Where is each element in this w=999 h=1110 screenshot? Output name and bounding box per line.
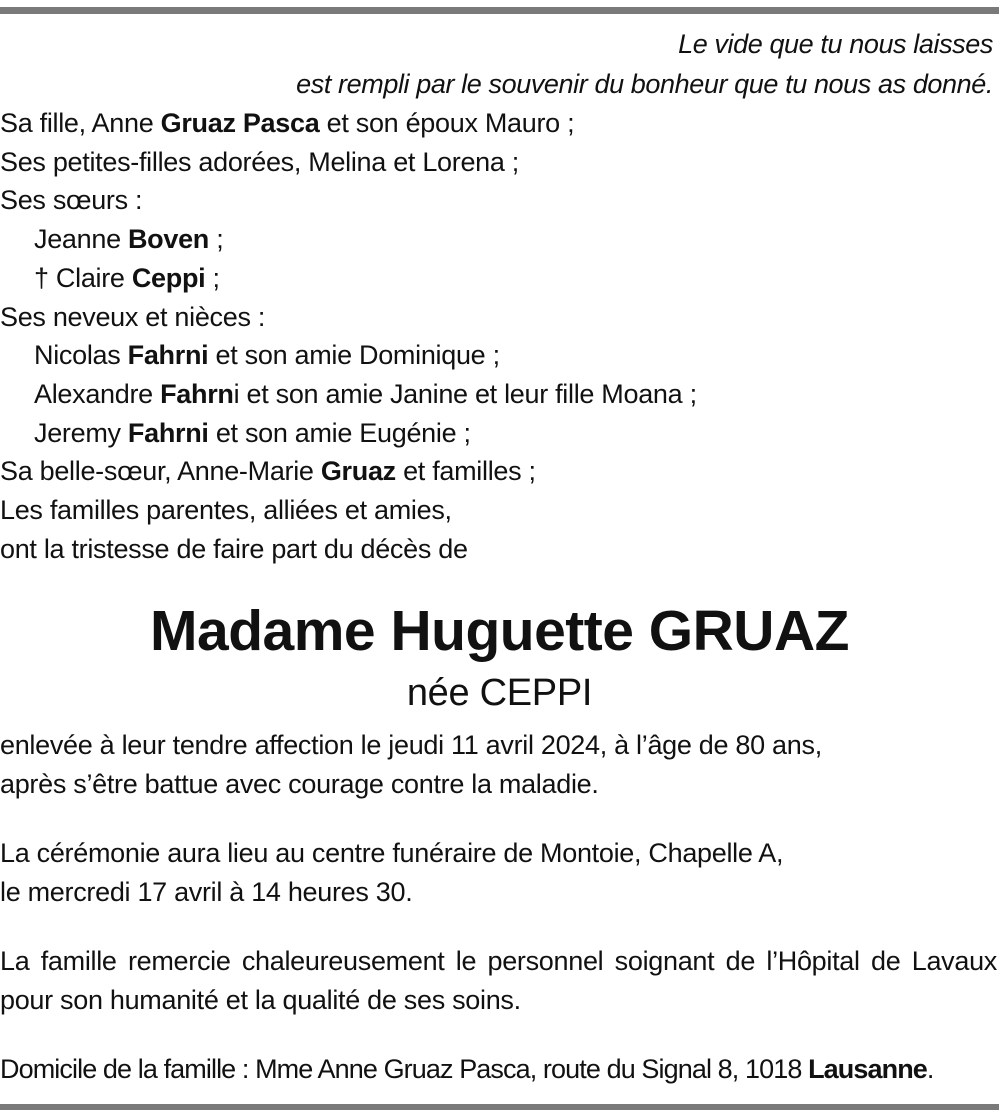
family-nephew-2 [0, 375, 999, 414]
family-sister-in-law-rest: et familles ; [395, 456, 536, 487]
family-nephews-label: Ses neveux et nièces : [0, 301, 266, 332]
obituary-notice [0, 24, 999, 1089]
family-nephew-3-rest: et son amie Eugénie ; [208, 417, 471, 448]
family-nephew-1-surname: Fahrni [127, 340, 209, 371]
family-daughter-rest: et son époux Mauro ; [319, 108, 575, 138]
family-sister-in-law [0, 452, 999, 491]
passing-details [0, 726, 999, 804]
family-daughter-text: Sa fille, Anne [0, 108, 161, 138]
family-sister-1 [0, 220, 999, 259]
thanks-paragraph: La famille remercie chaleureusement le personnel soignant de l’Hôpital de Lavaux pour son humanité et la qualité de ses soins. [0, 946, 997, 1016]
family-nephew-2-rest: i et son amie Janine et leur fille Moana ; [233, 378, 697, 409]
family-sister-in-law-text: Sa belle-sœur, Anne-Marie [0, 456, 321, 487]
deceased-name: Madame Huguette GRUAZ [150, 599, 849, 664]
family-list [0, 104, 999, 568]
ceremony-details [0, 834, 999, 912]
family-domicile-city: Lausanne [808, 1054, 927, 1085]
family-nephew-3 [0, 414, 999, 453]
epigraph [0, 24, 999, 104]
family-nephew-2-surname: Fahrn [160, 378, 234, 409]
family-relatives: Les familles parentes, alliées et amies, [0, 495, 452, 526]
family-nephew-3-surname: Fahrni [127, 417, 209, 448]
family-nephew-3-text: Jeremy [34, 417, 128, 448]
deceased-maiden-name: née CEPPI [406, 672, 593, 715]
family-sister-1-surname: Boven [127, 224, 210, 255]
family-granddaughters: Ses petites-filles adorées, Melina et Lorena ; [0, 146, 519, 177]
passing-line-2: après s’être battue avec courage contre la maladie. [0, 769, 599, 800]
family-domicile-text: Domicile de la famille : Mme Anne Gruaz Pasca, route du Signal 8, 1018 [0, 1054, 809, 1085]
bottom-rule [0, 1104, 999, 1110]
family-sister-1-rest: ; [209, 224, 224, 255]
family-sister-2-rest: ; [205, 262, 220, 293]
top-rule [0, 7, 999, 14]
family-sister-in-law-surname: Gruaz [320, 456, 396, 487]
family-announcement: ont la tristesse de faire part du décès de [0, 533, 468, 564]
family-nephew-1 [0, 336, 999, 375]
family-domicile [0, 1050, 999, 1089]
family-sister-1-text: Jeanne [34, 224, 128, 255]
family-sisters-label: Ses sœurs : [0, 185, 143, 216]
passing-line-1: enlevée à leur tendre affection le jeudi 11 avril 2024, à l’âge de 80 ans, [0, 730, 822, 761]
epigraph-line-2: est rempli par le souvenir du bonheur que tu nous as donné. [296, 69, 993, 99]
family-nephew-1-text: Nicolas [34, 340, 128, 371]
family-daughter [0, 104, 999, 143]
family-daughter-surname: Gruaz Pasca [160, 108, 320, 138]
family-domicile-end: . [926, 1054, 934, 1085]
family-sister-2 [0, 259, 999, 298]
family-nephew-2-text: Alexandre [34, 378, 161, 409]
ceremony-line-2: le mercredi 17 avril à 14 heures 30. [0, 877, 413, 908]
family-sister-2-surname: Ceppi [131, 262, 206, 293]
family-nephew-1-rest: et son amie Dominique ; [208, 340, 500, 371]
ceremony-line-1: La cérémonie aura lieu au centre funéraire de Montoie, Chapelle A, [0, 838, 784, 869]
epigraph-line-1: Le vide que tu nous laisses [678, 29, 993, 59]
family-sister-2-text: † Claire [34, 262, 132, 293]
